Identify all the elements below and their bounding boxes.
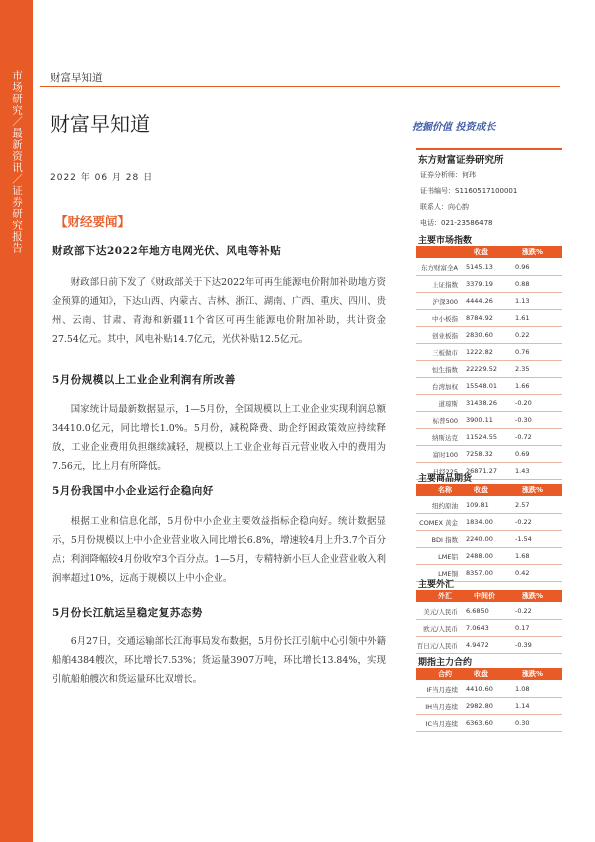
org-header-bar [416,148,562,150]
table-cell: -0.22 [515,607,532,615]
table-title: 期指主力合约 [418,658,473,668]
table-cell: 1.68 [515,552,530,560]
article-body: 根据工业和信息化部，5月份中小企业主要效益指标企稳向好。统计数据显示，5月份规模以上中小企业营业收入同比增长6.8%，增速较4月上升3.7个百分点；利润降幅较4月份收窄3个百分点。1—5月，专精特新小巨人企业营业收入利润率超过10%，远高于规模以上中小企业。 [52,516,386,584]
table-cell: 11524.55 [466,433,498,441]
table-header-cell: 名称 [438,486,452,494]
table-row [416,395,562,412]
table-cell: 创业板指 [432,332,458,340]
table-cell: 22229.52 [466,365,498,373]
org-analyst: 证券分析师：何玮 [420,171,476,179]
table-cell: 1.66 [515,382,530,390]
table-title: 主要外汇 [418,580,455,590]
table-cell: IC当月连续 [425,720,458,728]
table-header-cell: 合约 [438,670,452,678]
table-cell: 7.0643 [466,624,489,632]
table-cell: 2.35 [515,365,530,373]
table-header [416,668,562,680]
org-phone: 电话：021-23586478 [420,219,493,227]
table-cell: 日经225 [432,468,458,476]
table-row [416,620,562,637]
table-row [416,344,562,361]
table-cell: 标普500 [432,417,458,425]
table-cell: 15548.01 [466,382,498,390]
table-cell: 0.76 [515,348,530,356]
table-cell: 0.69 [515,450,530,458]
table-cell: 美元/人民币 [423,608,458,616]
table-cell: LME铜 [438,570,458,578]
article-heading: 财政部下达2022年地方电网光伏、风电等补贴 [52,245,282,257]
table-cell: -0.30 [515,416,532,424]
table-cell: 0.22 [515,331,530,339]
table-cell: 百日元/人民币 [416,642,458,650]
org-cert: 证书编号：S1160517100001 [420,187,518,195]
table-cell: COMEX 黄金 [419,519,458,527]
slogan: 挖掘价值 投资成长 [412,122,496,133]
table-cell: 0.42 [515,569,530,577]
org-name: 东方财富证券研究所 [418,155,504,166]
table-row [416,715,562,732]
table-row [416,327,562,344]
table-cell: IH当月连续 [425,703,458,711]
table-cell: LME铝 [438,553,458,561]
table-row [416,603,562,620]
table-cell: 2830.60 [466,331,493,339]
table-row [416,259,562,276]
table-header-cell: 收盘 [474,670,488,678]
table-cell: IF当月连续 [426,686,458,694]
table-row [416,514,562,531]
table-header [416,246,562,258]
table-row [416,378,562,395]
table-cell: 道琼斯 [438,400,458,408]
table-cell: 31438.26 [466,399,498,407]
table-header [416,590,562,602]
article-body: 6月27日，交通运输部长江海事局发布数据，5月份长江引航中心引领中外籍船舶4384艘次，环比增长7.53%；货运量3907万吨，环比增长13.84%，实现引航船舶艘次和货运量环比双增长。 [52,636,386,685]
table-header-cell: 收盘 [474,248,488,256]
article-body: 财政部日前下发了《财政部关于下达2022年可再生能源电价附加补助地方资金预算的通知》，下达山西、内蒙古、吉林、浙江、湖南、广西、重庆、四川、贵州、云南、甘肃、青海和新疆11个省区可再生能源电价附加补助，共计资金27.54亿元。其中，风电补贴14.7亿元，光伏补贴12.5亿元。 [52,277,386,345]
table-cell: 4410.60 [466,685,493,693]
table-row [416,637,562,654]
article-heading: 5月份长江航运呈稳定复苏态势 [52,607,203,619]
table-cell: 0.88 [515,280,530,288]
table-cell: 上证指数 [432,281,458,289]
table-row [416,497,562,514]
table-cell: 1.08 [515,685,530,693]
table-cell: 6363.60 [466,719,493,727]
table-cell: 3379.19 [466,280,493,288]
header-divider [40,86,560,87]
table-cell: 三板做市 [432,349,458,357]
table-cell: 0.30 [515,719,530,727]
sidebar-label: 市场研究／最新资讯／证券研究报告 [11,70,23,254]
table-header-cell: 中间价 [474,592,495,600]
table-header-cell: 涨跌% [522,248,544,256]
table-cell: 富时100 [432,451,458,459]
table-cell: 0.17 [515,624,530,632]
table-cell: 1834.00 [466,518,493,526]
table-cell: 7258.32 [466,450,493,458]
table-row [416,548,562,565]
table-cell: 中小板指 [432,315,458,323]
table-row [416,681,562,698]
table-cell: -0.72 [515,433,532,441]
table-header-cell: 涨跌% [522,592,544,600]
table-row [416,361,562,378]
table-header-cell: 涨跌% [522,486,544,494]
table-cell: 1.61 [515,314,530,322]
table-cell: 6.6850 [466,607,489,615]
table-cell: 欧元/人民币 [423,625,458,633]
table-header-cell: 涨跌% [522,670,544,678]
table-row [416,446,562,463]
table-row [416,293,562,310]
table-row [416,698,562,715]
table-cell: 26871.27 [466,467,498,475]
table-cell: 8357.00 [466,569,493,577]
table-cell: -0.22 [515,518,532,526]
table-cell: 0.96 [515,263,530,271]
org-contact: 联系人：向心韵 [420,203,469,211]
table-cell: 台湾加权 [432,383,458,391]
table-row [416,276,562,293]
article-heading: 5月份我国中小企业运行企稳向好 [52,485,214,497]
table-header-cell: 外汇 [438,592,452,600]
table-cell: 纽约原油 [432,502,458,510]
table-cell: 2488.00 [466,552,493,560]
article-heading: 5月份规模以上工业企业利润有所改善 [52,374,236,386]
table-cell: 沪深300 [432,298,458,306]
table-cell: -0.39 [515,641,532,649]
table-header-cell: 收盘 [474,486,488,494]
table-cell: 8784.92 [466,314,493,322]
table-row [416,531,562,548]
table-cell: 纳斯达克 [432,434,458,442]
table-cell: 1.43 [515,467,530,475]
table-cell: 恒生指数 [432,366,458,374]
table-cell: 4444.26 [466,297,493,305]
table-cell: 4.9472 [466,641,489,649]
table-row [416,429,562,446]
table-cell: 5145.13 [466,263,493,271]
header-small-title: 财富早知道 [50,72,103,84]
table-cell: 1.13 [515,297,530,305]
table-title: 主要商品期货 [418,474,473,484]
table-title: 主要市场指数 [418,236,473,246]
section-label: 【财经要闻】 [55,214,131,229]
table-cell: 109.81 [466,501,489,509]
table-cell: 1222.82 [466,348,493,356]
table-header [416,484,562,496]
page-title: 财富早知道 [50,112,150,136]
report-date: 2022 年 06 月 28 日 [50,173,154,183]
table-cell: 东方财富全A [421,264,458,272]
sidebar-band [0,0,33,842]
table-row [416,412,562,429]
article-body: 国家统计局最新数据显示，1—5月份，全国规模以上工业企业实现利润总额34410.0亿元，同比增长1.0%。5月份，减税降费、助企纾困政策效应持续释放，工业企业费用负担继续减轻，规模以上工业企业每百元营业收入中的费用为7.56元，比上月有所降低。 [52,404,386,472]
table-cell: 1.14 [515,702,530,710]
table-cell: BDI 指数 [431,536,458,544]
table-cell: 3900.11 [466,416,493,424]
table-row [416,310,562,327]
table-cell: -0.20 [515,399,532,407]
table-cell: -1.54 [515,535,532,543]
table-cell: 2982.80 [466,702,493,710]
table-cell: 2240.00 [466,535,493,543]
table-cell: 2.57 [515,501,530,509]
